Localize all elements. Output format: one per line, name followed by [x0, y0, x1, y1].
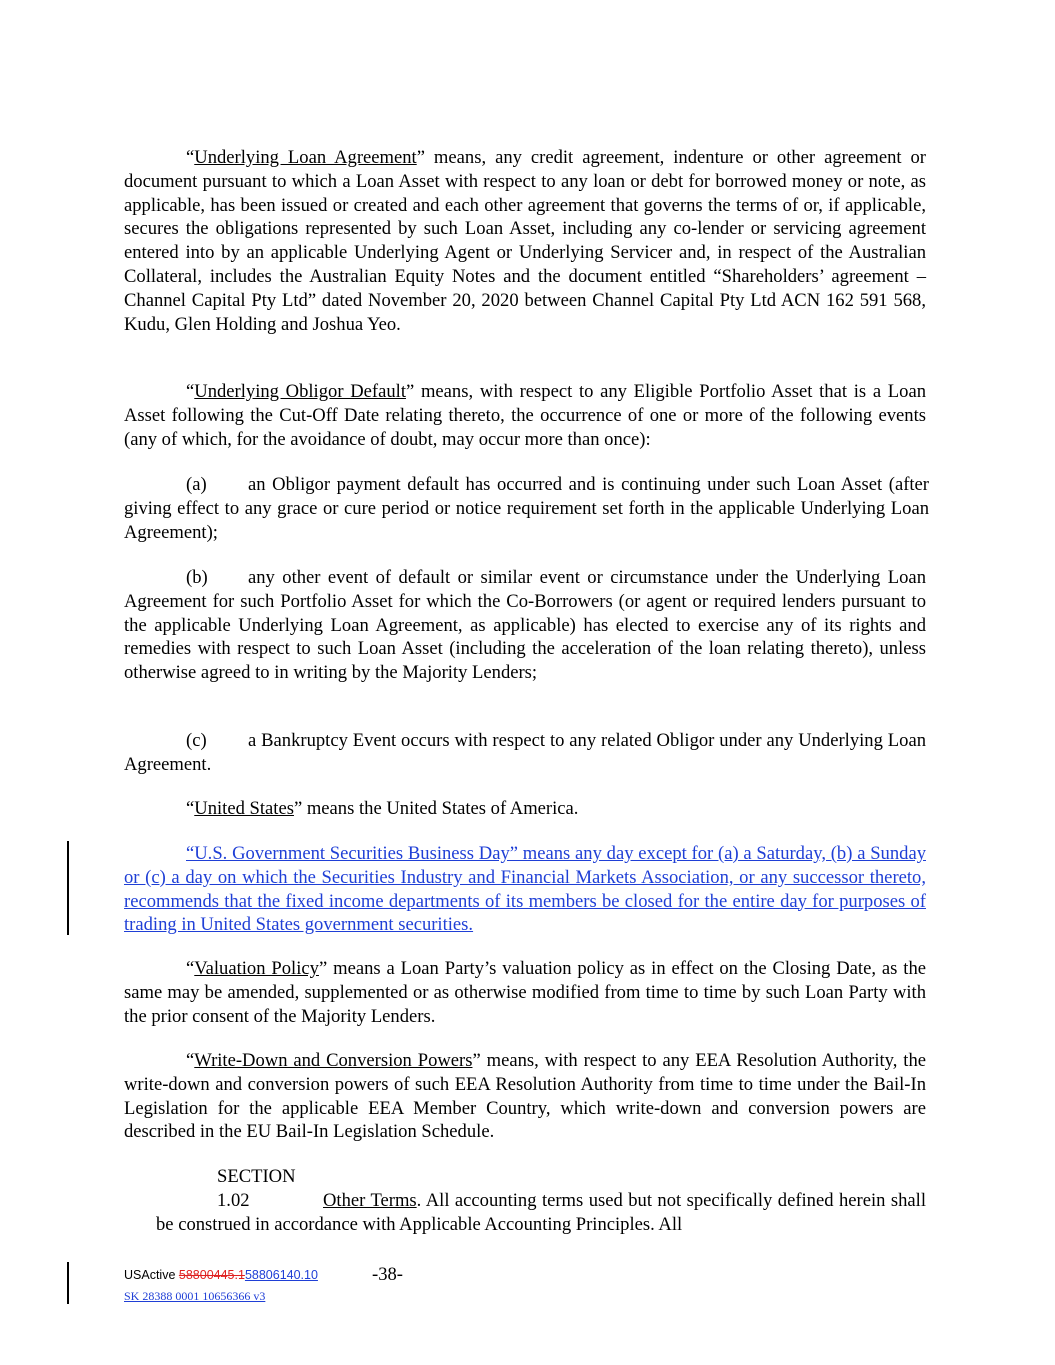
- section-1-02: SECTION 1.02 Other Terms. All accounting terms used but not specifically defined herein shall be construed in accordance with Applicable Accounting Principles. All: [156, 1166, 926, 1235]
- page-number: -38-: [372, 1264, 403, 1285]
- clause-a: (a) an Obligor payment default has occurred and is continuing under such Loan Asset (after giving effect to any grace or cure period or notice requirement set forth in the applicable Underlying Loan Agreement);: [124, 474, 929, 543]
- definition-us-government-securities-business-day: “U.S. Government Securities Business Day” means any day except for (a) a Saturday, (b) a Sunday or (c) a day on which the Securities Industry and Financial Markets Association, or any successor thereto, recommends that the fixed income departments of its members be closed for the entire day for purposes of trading in United States government securities.: [124, 843, 926, 936]
- definition-underlying-loan-agreement: “Underlying Loan Agreement” means, any credit agreement, indenture or other agreement or document pursuant to which a Loan Asset with respect to any loan or debt for borrowed money or note, as applicable, has been issued or created and each other agreement that governs the terms of or, if applicable, secures the obligations represented by such Loan Asset, including any co-lender or servicing agreement entered into by an applicable Underlying Agent or Underlying Servicer and, in respect of the Australian Collateral, includes the Australian Equity Notes and the document entitled “Shareholders’ agreement – Channel Capital Pty Ltd” dated November 20, 2020 between Channel Capital Pty Ltd ACN 162 591 568, Kudu, Glen Holding and Joshua Yeo.: [124, 147, 927, 335]
- section-heading: Other Terms: [323, 1189, 417, 1211]
- clause-label: (c): [186, 730, 207, 751]
- definition-underlying-obligor-default: “Underlying Obligor Default” means, with respect to any Eligible Portfolio Asset that is a Loan Asset following the Cut-Off Date relating thereto, the occurrence of one or more of the following events (any of which, for the avoidance of doubt, may occur more than once):: [124, 381, 926, 450]
- clause-label: (b): [186, 567, 208, 588]
- defined-term: Underlying Loan Agreement: [194, 147, 417, 168]
- defined-term: Valuation Policy: [194, 958, 319, 979]
- clause-label: (a): [186, 474, 207, 495]
- defined-term: Underlying Obligor Default: [194, 381, 406, 402]
- clause-b: (b) any other event of default or similar event or circumstance under the Underlying Loan Agreement for such Portfolio Asset for which the Co-Borrowers (or agent or required lenders pursuant to the applicable Underlying Loan Agreement, as applicable) has elected to exercise any of its rights and remedies with respect to such Loan Asset (including the acceleration of the loan relating thereto), unless otherwise agreed to in writing by the Majority Lenders;: [124, 567, 926, 684]
- defined-term: Write-Down and Conversion Powers: [194, 1050, 473, 1071]
- footer-doc-id: SK 28388 0001 10656366 v3: [124, 1289, 266, 1303]
- change-bar: [67, 841, 69, 935]
- defined-term: United States: [194, 798, 294, 819]
- section-label: SECTION 1.02: [217, 1166, 296, 1211]
- footer-change-bar: [67, 1262, 69, 1304]
- definition-united-states: “United States” means the United States of America.: [186, 798, 579, 819]
- footer-doc-number: USActive 58800445.158806140.10: [124, 1268, 318, 1282]
- deleted-text: 58800445.1: [178, 1268, 245, 1282]
- clause-c: (c) a Bankruptcy Event occurs with respect to any related Obligor under any Underlying Loan Agreement.: [124, 730, 926, 775]
- definition-write-down-and-conversion-powers: “Write-Down and Conversion Powers” means, with respect to any EEA Resolution Authority, the write-down and conversion powers of such EEA Resolution Authority from time to time under the Bail-In Legislation for the applicable EEA Member Country, which write-down and conversion powers are described in the EU Bail-In Legislation Schedule.: [124, 1050, 926, 1143]
- definition-valuation-policy: “Valuation Policy” means a Loan Party’s valuation policy as in effect on the Closing Date, as the same may be amended, supplemented or as otherwise modified from time to time by such Loan Party with the prior consent of the Majority Lenders.: [124, 958, 926, 1027]
- inserted-text: 58806140.10: [244, 1268, 318, 1282]
